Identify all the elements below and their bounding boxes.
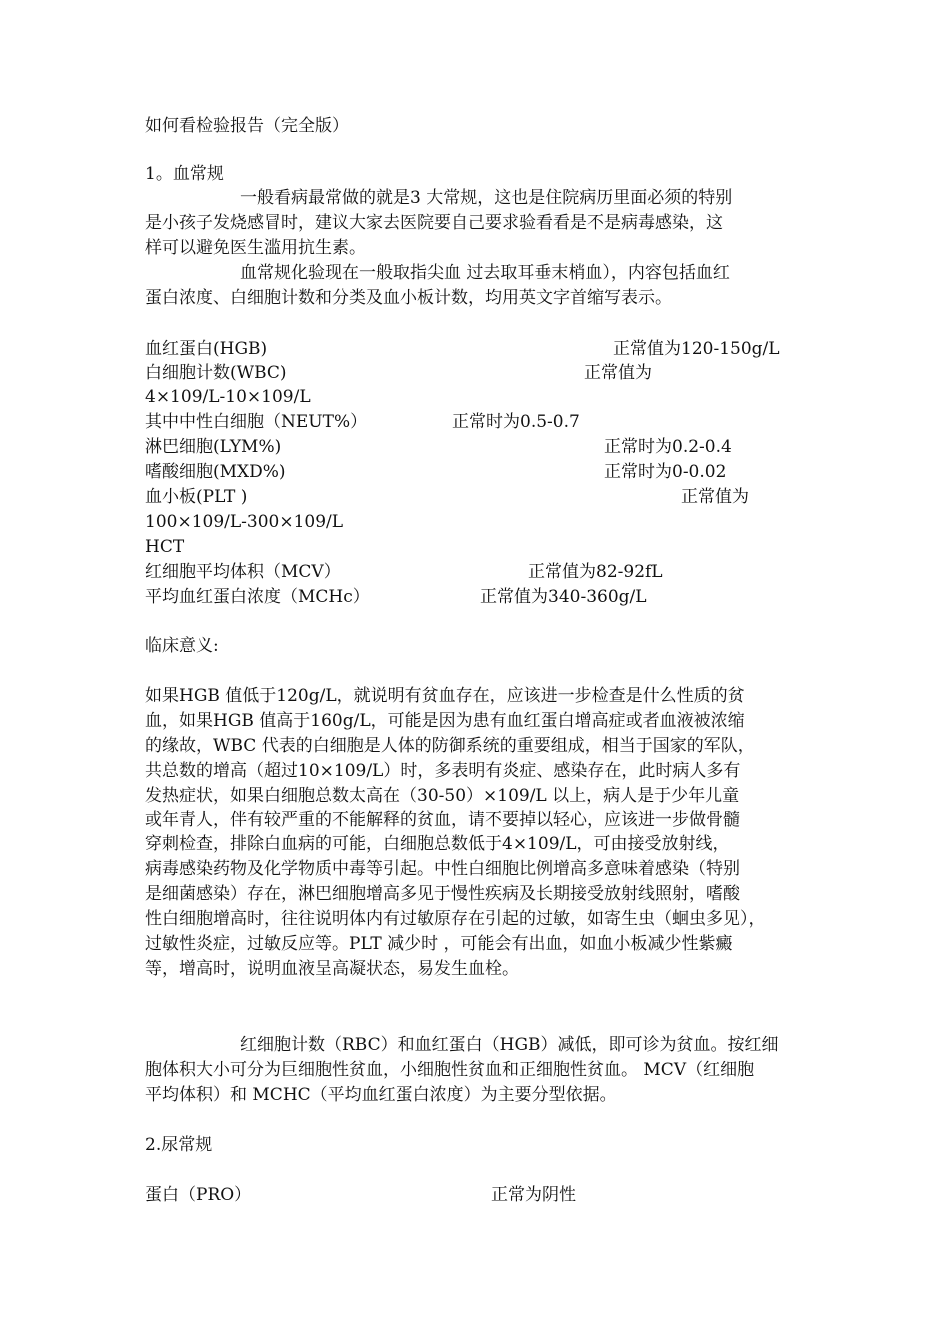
item-normal: 正常值为120-150g/L <box>613 339 780 359</box>
item-name: 嗜酸细胞(MXD%) <box>145 462 286 482</box>
document-title: 如何看检验报告（完全版） <box>145 116 349 136</box>
item-name: 红细胞平均体积（MCV） <box>145 562 341 582</box>
item-normal: 正常值为 <box>681 487 749 507</box>
item-name: 淋巴细胞(LYM%) <box>145 437 282 457</box>
intro-line: 样可以避免医生滥用抗生素。 <box>145 238 366 258</box>
item-name: 蛋白（PRO） <box>145 1185 252 1205</box>
intro-line: 是小孩子发烧感冒时，建议大家去医院要自己要求验看看是不是病毒感染，这 <box>145 213 723 233</box>
item-normal: 正常时为0-0.02 <box>604 462 727 482</box>
item-normal: 正常值为 <box>584 363 652 383</box>
item-continuation: 4×109/L-10×109/L <box>145 387 311 407</box>
paragraph-line: 性白细胞增高时，往往说明体内有过敏原存在引起的过敏，如寄生虫（蛔虫多见）， <box>145 909 766 929</box>
paragraph-line: 共总数的增高（超过10×109/L）时，多表明有炎症、感染存在，此时病人多有 <box>145 761 741 781</box>
paragraph-line: 血，如果HGB 值高于160g/L，可能是因为患有血红蛋白增高症或者血液被浓缩 <box>145 711 745 731</box>
intro-line: 一般看病最常做的就是3 大常规，这也是住院病历里面必须的特别 <box>240 188 733 208</box>
paragraph-line: 如果HGB 值低于120g/L，就说明有贫血存在，应该进一步检查是什么性质的贫 <box>145 686 745 706</box>
section-heading-blood: 1。血常规 <box>145 164 224 184</box>
item-name: 平均血红蛋白浓度（MCHc） <box>145 587 370 607</box>
item-name: 其中中性白细胞（NEUT%） <box>145 412 368 432</box>
item-name: 血红蛋白(HGB) <box>145 339 268 359</box>
item-name: 血小板(PLT ) <box>145 487 248 507</box>
paragraph-line: 的缘故，WBC 代表的白细胞是人体的防御系统的重要组成，相当于国家的军队， <box>145 736 755 756</box>
paragraph-line: 平均体积）和 MCHC（平均血红蛋白浓度）为主要分型依据。 <box>145 1085 617 1105</box>
paragraph-line: 或年青人，伴有较严重的不能解释的贫血，请不要掉以轻心，应该进一步做骨髓 <box>145 810 740 830</box>
item-continuation: 100×109/L-300×109/L <box>145 512 344 532</box>
item-normal: 正常值为340-360g/L <box>480 587 647 607</box>
item-normal: 正常为阴性 <box>491 1185 576 1205</box>
paragraph-line: 是细菌感染）存在，淋巴细胞增高多见于慢性疾病及长期接受放射线照射，嗜酸 <box>145 884 740 904</box>
item-normal: 正常时为0.2-0.4 <box>604 437 732 457</box>
paragraph-line: 过敏性炎症，过敏反应等。PLT 减少时 ，可能会有出血，如血小板减少性紫癜 <box>145 934 733 954</box>
paragraph-line: 病毒感染药物及化学物质中毒等引起。中性白细胞比例增高多意味着感染（特别 <box>145 859 740 879</box>
paragraph-line: 等，增高时，说明血液呈高凝状态，易发生血栓。 <box>145 959 519 979</box>
paragraph-line: 穿刺检查，排除白血病的可能，白细胞总数低于4×109/L，可由接受放射线， <box>145 834 730 854</box>
item-name: 白细胞计数(WBC) <box>145 363 287 383</box>
item-name: HCT <box>145 537 185 557</box>
clinical-heading: 临床意义: <box>145 636 219 656</box>
method-line: 血常规化验现在一般取指尖血 过去取耳垂末梢血），内容包括血红 <box>240 263 730 283</box>
paragraph-line: 胞体积大小可分为巨细胞性贫血，小细胞性贫血和正细胞性贫血。 MCV（红细胞 <box>145 1060 755 1080</box>
method-line: 蛋白浓度、白细胞计数和分类及血小板计数，均用英文字首缩写表示。 <box>145 288 672 308</box>
paragraph-line: 发热症状，如果白细胞总数太高在（30-50）×109/L 以上，病人是于少年儿童 <box>145 786 740 806</box>
paragraph-line: 红细胞计数（RBC）和血红蛋白（HGB）减低，即可诊为贫血。按红细 <box>240 1035 779 1055</box>
item-normal: 正常值为82-92fL <box>528 562 663 582</box>
item-normal: 正常时为0.5-0.7 <box>452 412 580 432</box>
section-heading-urine: 2.尿常规 <box>145 1135 213 1155</box>
